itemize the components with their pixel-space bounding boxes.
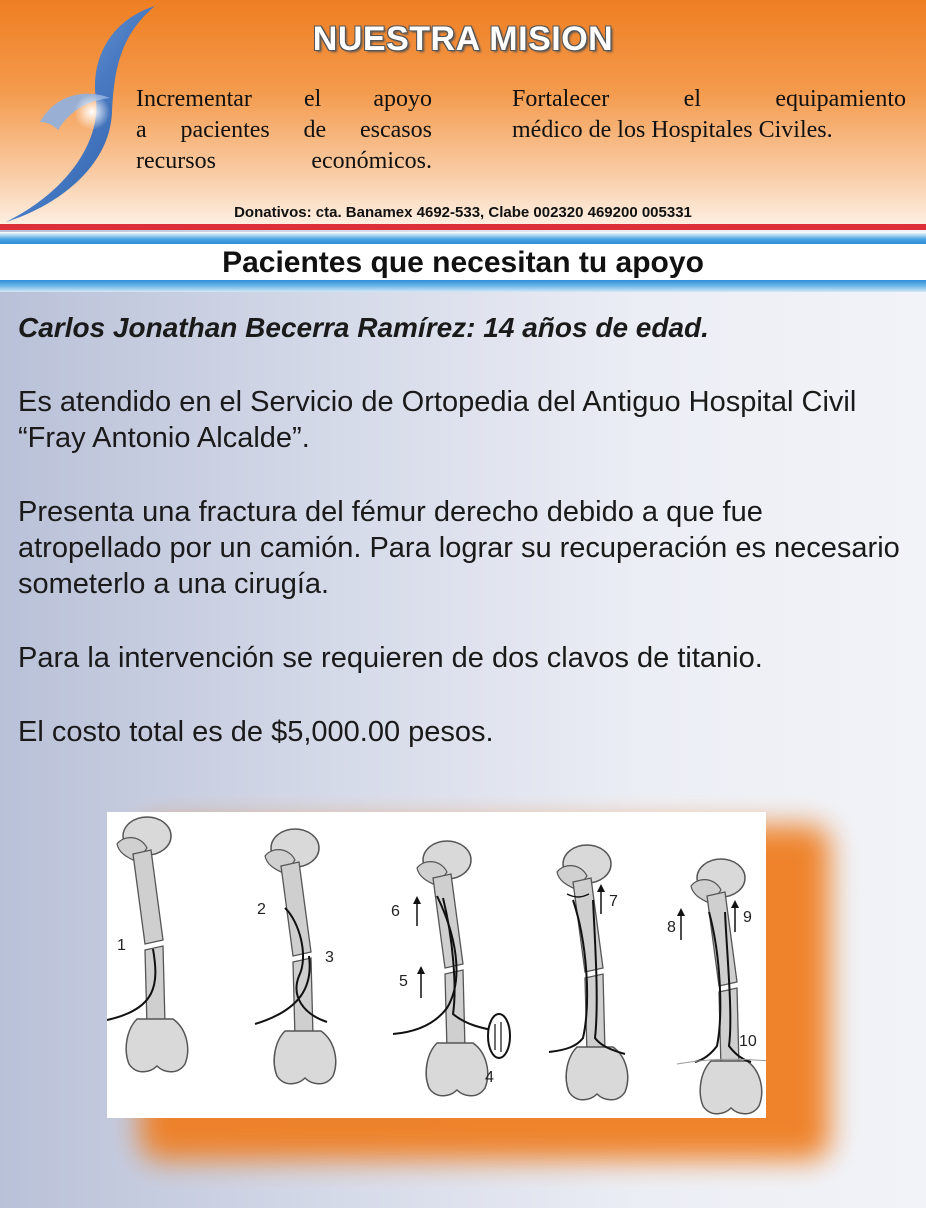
patient-paragraph-requirement: Para la intervención se requieren de dos clavos de titanio. [18,642,763,674]
donation-account: Donativos: cta. Banamex 4692-533, Clabe 002320 469200 005331 [234,204,692,221]
mission-left-text [136,84,432,177]
femur-step-4 [549,845,628,1100]
mission-left-line: a pacientes de escasos [136,117,432,143]
patient-paragraph-diagnosis: Presenta una fractura del fémur derecho debido a que fue atropellado por un camión. Para lograr su recuperación es necesario someterlo a una cirugía. [18,496,900,600]
blue-stripe-top [0,232,926,244]
section-title: Pacientes que necesitan tu apoyo [222,246,704,279]
patient-paragraph-cost: El costo total es de $5,000.00 pesos. [18,716,494,748]
figure-label: 5 [399,973,408,990]
figure-label: 8 [667,919,676,936]
mission-left-line: recursos económicos. [136,148,432,174]
figure-label: 7 [609,893,618,910]
figure-label: 9 [743,909,752,926]
patient-content [18,310,908,750]
femur-surgery-illustration [107,812,766,1118]
figure-label: 6 [391,903,400,920]
femur-step-1 [107,817,188,1072]
figure-label: 10 [739,1033,757,1050]
patient-name: Carlos Jonathan Becerra Ramírez: 14 años de edad. [18,312,709,343]
figure-label: 2 [257,901,266,918]
femur-step-5 [667,859,766,1114]
figure-label: 4 [485,1069,494,1086]
mission-title: NUESTRA MISION [312,20,614,58]
mission-right-line: médico de los Hospitales Civiles. [512,117,833,143]
femur-diagram [107,812,766,1118]
femur-step-2 [255,829,336,1084]
figure-label: 1 [117,937,126,954]
mission-right-line: Fortalecer el equipamiento [512,86,906,112]
patient-paragraph-attention: Es atendido en el Servicio de Ortopedia del Antiguo Hospital Civil “Fray Antonio Alcalde”. [18,386,857,454]
mission-header [0,0,926,226]
blue-stripe-bottom [0,280,926,292]
mission-left-line: Incrementar el apoyo [136,86,432,112]
figure-label: 3 [325,949,334,966]
femur-step-3 [391,841,510,1096]
red-stripe [0,224,926,230]
mission-right-text [512,84,906,146]
